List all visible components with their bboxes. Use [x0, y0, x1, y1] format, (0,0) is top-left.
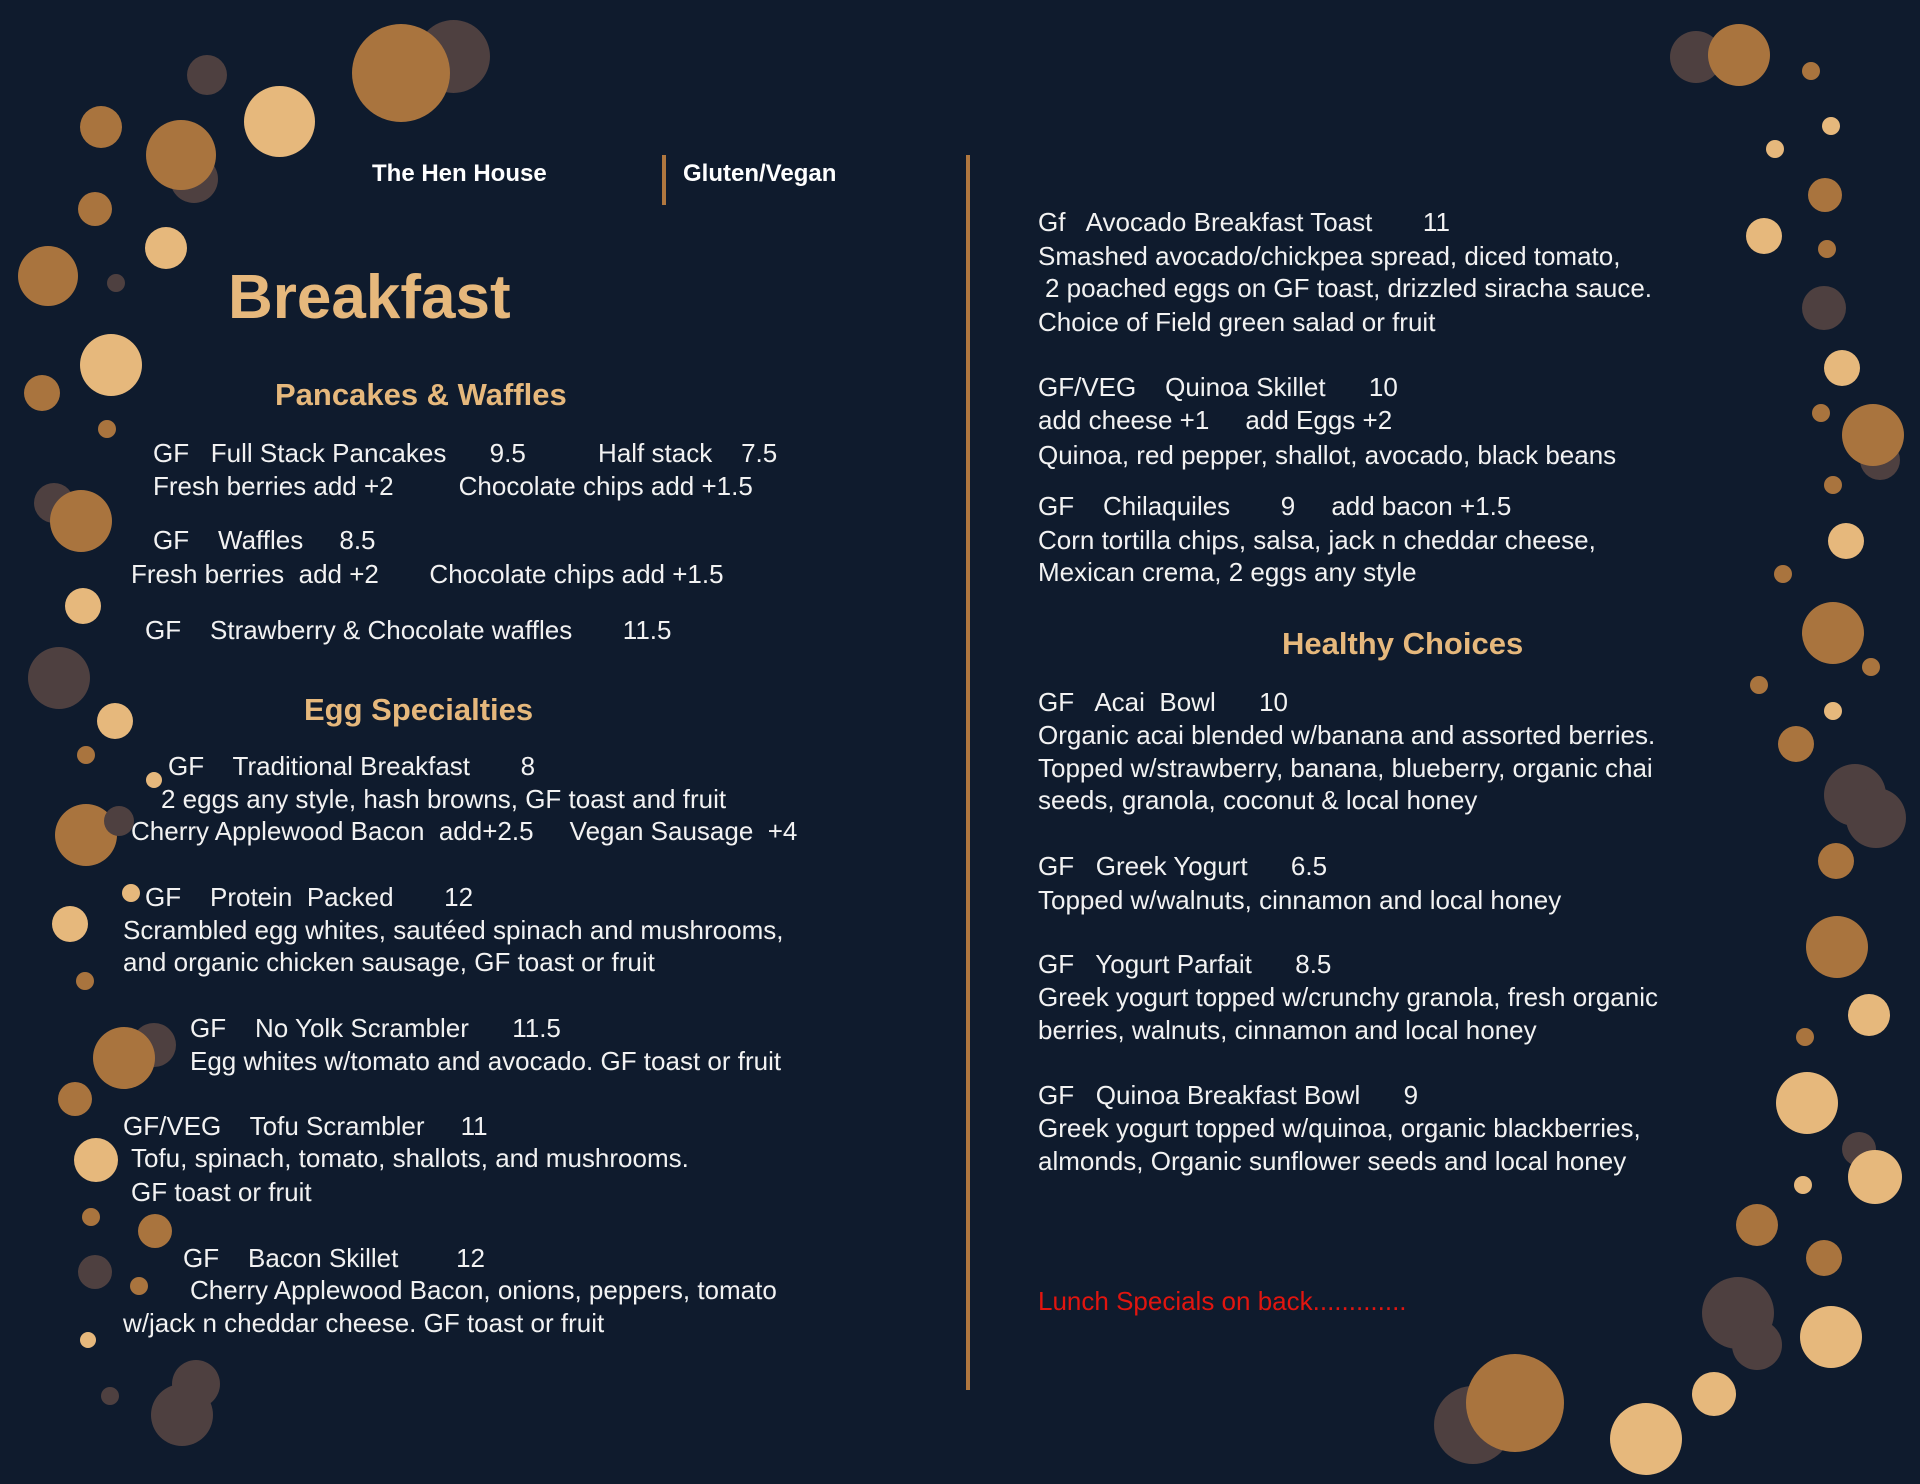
decor-dot — [77, 746, 95, 764]
decor-dot — [1842, 404, 1904, 466]
decor-dot — [1808, 178, 1842, 212]
decor-dot — [352, 24, 450, 122]
decor-dot — [1822, 117, 1840, 135]
menu-item-description: Cherry Applewood Bacon, onions, peppers, tomato — [190, 1275, 777, 1305]
decor-dot — [1802, 62, 1820, 80]
decor-dot — [244, 86, 315, 157]
menu-item-description: Choice of Field green salad or fruit — [1038, 307, 1436, 337]
decor-dot — [146, 772, 162, 788]
menu-item-description: Greek yogurt topped w/quinoa, organic blackberries, — [1038, 1113, 1641, 1143]
decor-dot — [65, 588, 101, 624]
decor-dot — [187, 55, 227, 95]
decor-dot — [78, 1255, 112, 1289]
menu-item-description: w/jack n cheddar cheese. GF toast or fruit — [123, 1308, 605, 1338]
header-separator — [662, 155, 666, 205]
menu-item-addons: add cheese +1 add Eggs +2 — [1038, 405, 1393, 435]
decor-dot — [1774, 565, 1792, 583]
menu-item-yogurt-parfait: GF Yogurt Parfait 8.5 — [1038, 949, 1332, 979]
decor-dot — [1708, 24, 1770, 86]
decor-dot — [1824, 476, 1842, 494]
decor-dot — [1812, 404, 1830, 422]
menu-item-avocado-toast: Gf Avocado Breakfast Toast 11 — [1038, 207, 1450, 237]
decor-dot — [1862, 658, 1880, 676]
decor-dot — [1848, 1150, 1902, 1204]
page-title: Breakfast — [228, 263, 511, 332]
decor-dot — [1766, 140, 1784, 158]
menu-item-full-stack: GF Full Stack Pancakes 9.5 Half stack 7.5 — [153, 438, 778, 468]
decor-dot — [80, 1332, 96, 1348]
decor-dot — [1800, 1306, 1862, 1368]
decor-dot — [1794, 1176, 1812, 1194]
section-heading-eggs: Egg Specialties — [304, 692, 534, 727]
decor-dot — [1736, 1204, 1778, 1246]
menu-item-greek-yogurt: GF Greek Yogurt 6.5 — [1038, 851, 1328, 881]
decor-dot — [80, 106, 122, 148]
decor-dot — [1610, 1403, 1682, 1475]
decor-dot — [97, 703, 133, 739]
menu-item-description: Greek yogurt topped w/crunchy granola, fresh organic — [1038, 982, 1659, 1012]
decor-dot — [122, 884, 140, 902]
decor-dot — [101, 1387, 119, 1405]
decor-dot — [151, 1384, 213, 1446]
section-heading-healthy: Healthy Choices — [1282, 626, 1524, 661]
menu-item-description: Quinoa, red pepper, shallot, avocado, black beans — [1038, 440, 1617, 470]
menu-item-description: Organic acai blended w/banana and assorted berries. — [1038, 720, 1656, 750]
decor-dot — [146, 120, 216, 190]
decor-dot — [1818, 240, 1836, 258]
menu-item-description: Mexican crema, 2 eggs any style — [1038, 557, 1417, 587]
decor-dot — [18, 246, 78, 306]
menu-item-description: seeds, granola, coconut & local honey — [1038, 785, 1478, 815]
menu-item-strawberry-waffles: GF Strawberry & Chocolate waffles 11.5 — [145, 615, 672, 645]
menu-item-description: 2 eggs any style, hash browns, GF toast and fruit — [161, 784, 727, 814]
decor-dot — [1746, 218, 1782, 254]
decor-dot — [76, 972, 94, 990]
decor-dot — [80, 334, 142, 396]
decor-dot — [1828, 523, 1864, 559]
decor-dot — [1848, 994, 1890, 1036]
menu-item-acai: GF Acai Bowl 10 — [1038, 687, 1288, 717]
decor-dot — [1824, 350, 1860, 386]
decor-dot — [1466, 1354, 1564, 1452]
decor-dot — [145, 227, 187, 269]
menu-item-description: Scrambled egg whites, sautéed spinach and mushrooms, — [123, 915, 784, 945]
decor-dot — [50, 490, 112, 552]
decor-dot — [1824, 702, 1842, 720]
menu-item-traditional: GF Traditional Breakfast 8 — [168, 751, 536, 781]
menu-item-addons: Fresh berries add +2 Chocolate chips add +1.5 — [153, 471, 753, 501]
decor-dot — [58, 1082, 92, 1116]
decor-dot — [93, 1027, 155, 1089]
decor-dot — [82, 1208, 100, 1226]
menu-subtitle: Gluten/Vegan — [683, 160, 837, 187]
decor-dot — [1818, 843, 1854, 879]
column-divider — [966, 155, 970, 1390]
menu-item-description: almonds, Organic sunflower seeds and local honey — [1038, 1146, 1627, 1176]
decor-dot — [1806, 916, 1868, 978]
menu-item-description: GF toast or fruit — [131, 1177, 312, 1207]
menu-item-tofu: GF/VEG Tofu Scrambler 11 — [123, 1111, 488, 1141]
menu-item-description: and organic chicken sausage, GF toast or fruit — [123, 947, 655, 977]
decor-dot — [1846, 788, 1906, 848]
decor-dot — [24, 375, 60, 411]
decor-dot — [1802, 602, 1864, 664]
menu-item-bacon-skillet: GF Bacon Skillet 12 — [183, 1243, 486, 1273]
decor-dot — [1732, 1320, 1782, 1370]
menu-item-description: Topped w/walnuts, cinnamon and local honey — [1038, 885, 1562, 915]
decor-dot — [1802, 286, 1846, 330]
decor-dot — [78, 192, 112, 226]
menu-item-description: Corn tortilla chips, salsa, jack n cheddar cheese, — [1038, 525, 1596, 555]
menu-item-waffles: GF Waffles 8.5 — [153, 525, 376, 555]
lunch-specials-note: Lunch Specials on back............. — [1038, 1286, 1407, 1316]
menu-item-quinoa-skillet: GF/VEG Quinoa Skillet 10 — [1038, 372, 1398, 402]
decor-dot — [104, 806, 134, 836]
decor-dot — [52, 906, 88, 942]
menu-item-protein: GF Protein Packed 12 — [145, 882, 474, 912]
decor-dot — [98, 420, 116, 438]
decor-dot — [1796, 1028, 1814, 1046]
menu-item-description: Egg whites w/tomato and avocado. GF toast or fruit — [190, 1046, 782, 1076]
decor-dot — [1776, 1072, 1838, 1134]
menu-item-description: Topped w/strawberry, banana, blueberry, organic chai — [1038, 753, 1653, 783]
menu-item-description: berries, walnuts, cinnamon and local honey — [1038, 1015, 1537, 1045]
menu-item-no-yolk: GF No Yolk Scrambler 11.5 — [190, 1013, 561, 1043]
decor-dot — [107, 274, 125, 292]
decor-dot — [138, 1214, 172, 1248]
menu-item-chilaquiles: GF Chilaquiles 9 add bacon +1.5 — [1038, 491, 1512, 521]
decor-dot — [1806, 1240, 1842, 1276]
decor-dot — [130, 1277, 148, 1295]
restaurant-name: The Hen House — [372, 160, 547, 187]
decor-dot — [1692, 1372, 1736, 1416]
decor-dot — [1750, 676, 1768, 694]
menu-item-addons: Cherry Applewood Bacon add+2.5 Vegan Sausage +4 — [131, 816, 798, 846]
menu-item-addons: Fresh berries add +2 Chocolate chips add +1.5 — [131, 559, 724, 589]
menu-item-description: Smashed avocado/chickpea spread, diced tomato, — [1038, 241, 1621, 271]
section-heading-pancakes: Pancakes & Waffles — [275, 377, 567, 412]
decor-dot — [74, 1138, 118, 1182]
menu-item-description: 2 poached eggs on GF toast, drizzled siracha sauce. — [1045, 273, 1653, 303]
decor-dot — [1778, 726, 1814, 762]
menu-item-quinoa-bowl: GF Quinoa Breakfast Bowl 9 — [1038, 1080, 1419, 1110]
menu-item-description: Tofu, spinach, tomato, shallots, and mushrooms. — [131, 1143, 689, 1173]
decor-dot — [28, 647, 90, 709]
